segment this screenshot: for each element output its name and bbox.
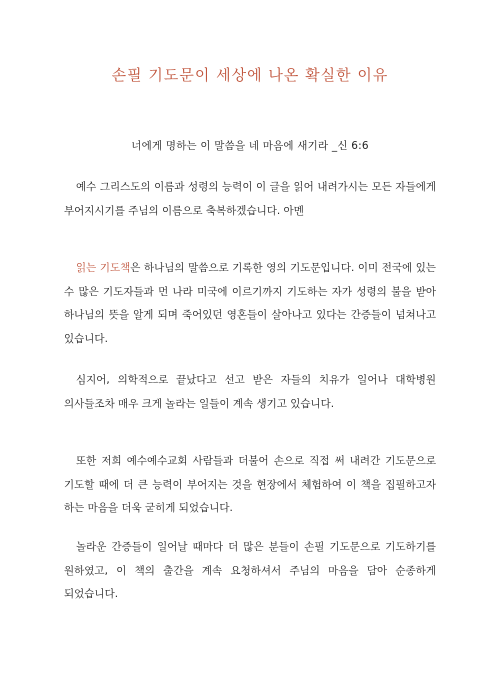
paragraph-text: 은 하나님의 말씀으로 기록한 영의 기도문입니다. 이미 전국에 있는 수 많은 기도자들과 먼 나라 미국에 이르기까지 기도하는 자가 성령의 불을 받아 하나님의 뜻을 알게 되며 죽어있던 영혼들이 살아나고 있다는 간증들이 넘쳐나고 있습니다. — [64, 262, 436, 345]
paragraph-blessing — [64, 176, 436, 223]
paragraph-text: 심지어, 의학적으로 끝났다고 선고 받은 자들의 치유가 일어나 대학병원 의사들조차 매우 크게 놀라는 일들이 계속 생기고 있습니다. — [64, 374, 436, 410]
paragraph-publication — [64, 536, 436, 607]
paragraph-intro — [64, 257, 436, 351]
paragraph-text: 놀라운 간증들이 일어날 때마다 더 많은 분들이 손필 기도문으로 기도하기를 원하였고, 이 책의 출간을 계속 요청하셔서 주님의 마음을 담아 순종하게 되었습니다. — [64, 541, 436, 600]
document-title: 손필 기도문이 세상에 나온 확실한 이유 — [111, 66, 389, 84]
paragraph-text: 또한 저희 예수예수교회 사람들과 더불어 손으로 직접 써 내려간 기도문으로 기도할 때에 더 큰 능력이 부어지는 것을 현장에서 체험하여 이 책을 집필하고자 하는 마음을 더욱 굳히게 되었습니다. — [64, 455, 436, 514]
scripture-verse: 너에게 명하는 이 말씀을 네 마음에 새기라 _신 6:6 — [131, 140, 369, 152]
book-name-highlight: 읽는 기도책 — [76, 262, 131, 274]
paragraph-church — [64, 450, 436, 521]
paragraph-healing — [64, 369, 436, 416]
paragraph-text: 예수 그리스도의 이름과 성령의 능력이 이 글을 읽어 내려가시는 모든 자들에게 부어지시기를 주님의 이름으로 축복하겠습니다. 아멘 — [64, 181, 436, 217]
